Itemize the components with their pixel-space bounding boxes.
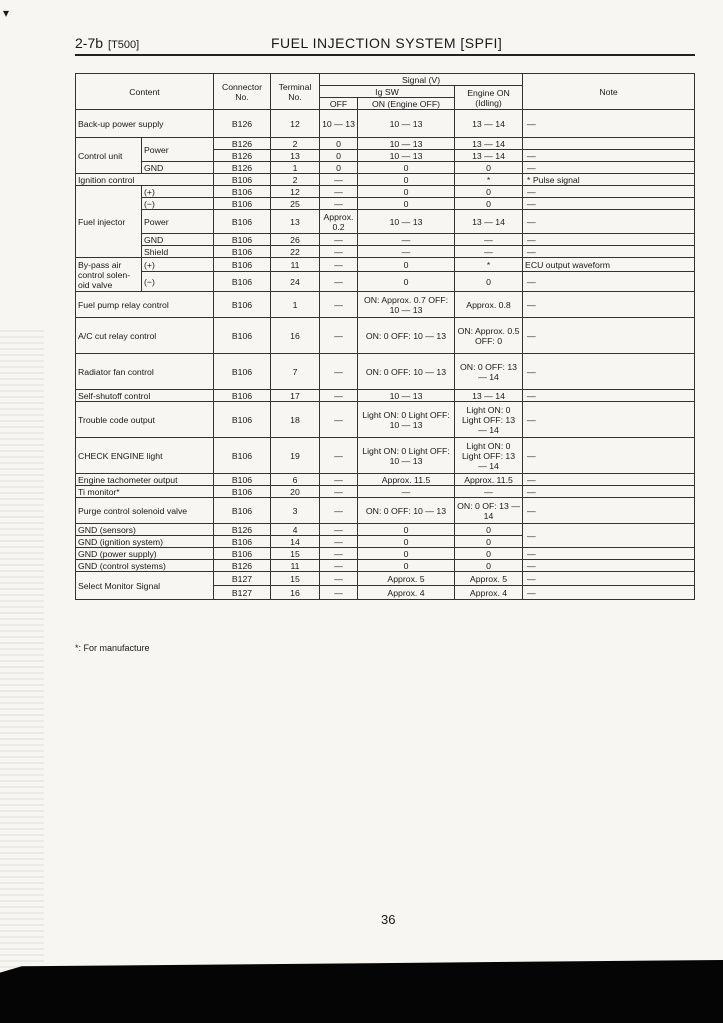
signal-table xyxy=(75,73,695,600)
terminal-cell: 13 xyxy=(271,210,320,234)
off-cell: — xyxy=(320,318,358,354)
connector-cell: B106 xyxy=(214,246,271,258)
content-cell: Fuel pump relay control xyxy=(76,292,214,318)
connector-cell: B106 xyxy=(214,174,271,186)
off-cell: — xyxy=(320,198,358,210)
content-group-cell: By-pass air control solen-oid valve xyxy=(76,258,142,292)
terminal-cell: 13 xyxy=(271,150,320,162)
header-ig-sw: Ig SW xyxy=(320,86,455,98)
corner-mark: ▾ xyxy=(3,6,10,20)
connector-cell: B126 xyxy=(214,150,271,162)
connector-cell: B126 xyxy=(214,138,271,150)
on-cell: 0 xyxy=(358,548,455,560)
note-cell: — xyxy=(523,234,695,246)
content-cell: Select Monitor Signal xyxy=(76,572,214,600)
engine-on-cell: — xyxy=(455,246,523,258)
engine-on-cell: 0 xyxy=(455,162,523,174)
scan-edge-shadow xyxy=(0,960,723,1023)
on-cell: — xyxy=(358,486,455,498)
header-on-engine-off: ON (Engine OFF) xyxy=(358,98,455,110)
off-cell: — xyxy=(320,438,358,474)
terminal-cell: 19 xyxy=(271,438,320,474)
content-cell: Engine tachometer output xyxy=(76,474,214,486)
note-cell: — xyxy=(523,498,695,524)
content-item-cell: Shield xyxy=(142,246,214,258)
connector-cell: B106 xyxy=(214,272,271,292)
note-cell: — xyxy=(523,586,695,600)
connector-cell: B106 xyxy=(214,292,271,318)
content-cell: Ignition control xyxy=(76,174,214,186)
content-cell: Self-shutoff control xyxy=(76,390,214,402)
table-row xyxy=(76,486,695,498)
off-cell: — xyxy=(320,258,358,272)
content-group-cell: Control unit xyxy=(76,138,142,174)
engine-on-cell: Approx. 11.5 xyxy=(455,474,523,486)
connector-cell: B106 xyxy=(214,186,271,198)
note-cell: — xyxy=(523,162,695,174)
connector-cell: B106 xyxy=(214,198,271,210)
off-cell: — xyxy=(320,548,358,560)
terminal-cell: 1 xyxy=(271,162,320,174)
header-row-1 xyxy=(76,74,695,86)
engine-on-cell: Approx. 4 xyxy=(455,586,523,600)
connector-cell: B106 xyxy=(214,318,271,354)
on-cell: — xyxy=(358,246,455,258)
terminal-cell: 22 xyxy=(271,246,320,258)
terminal-cell: 1 xyxy=(271,292,320,318)
note-cell: ECU output waveform xyxy=(523,258,695,272)
content-cell: GND (power supply) xyxy=(76,548,214,560)
engine-on-cell: 13 — 14 xyxy=(455,210,523,234)
header-off: OFF xyxy=(320,98,358,110)
terminal-cell: 15 xyxy=(271,548,320,560)
terminal-cell: 2 xyxy=(271,138,320,150)
content-item-cell: Power xyxy=(142,210,214,234)
table-row xyxy=(76,390,695,402)
engine-on-cell: 0 xyxy=(455,524,523,536)
page-header xyxy=(75,35,695,55)
header-content: Content xyxy=(76,74,214,110)
on-cell: Approx. 4 xyxy=(358,586,455,600)
off-cell: — xyxy=(320,572,358,586)
table-row xyxy=(76,174,695,186)
terminal-cell: 14 xyxy=(271,536,320,548)
content-cell: Trouble code output xyxy=(76,402,214,438)
engine-on-cell: — xyxy=(455,234,523,246)
table-row xyxy=(76,572,695,586)
on-cell: 0 xyxy=(358,536,455,548)
table-row xyxy=(76,292,695,318)
off-cell: — xyxy=(320,390,358,402)
connector-cell: B106 xyxy=(214,354,271,390)
note-cell: — xyxy=(523,438,695,474)
engine-on-cell: 0 xyxy=(455,272,523,292)
on-cell: 0 xyxy=(358,186,455,198)
connector-cell: B106 xyxy=(214,390,271,402)
off-cell: — xyxy=(320,292,358,318)
engine-on-cell: Approx. 0.8 xyxy=(455,292,523,318)
connector-cell: B106 xyxy=(214,210,271,234)
table-row xyxy=(76,272,695,292)
section-number: 2-7b xyxy=(75,35,104,51)
table-row xyxy=(76,560,695,572)
on-cell: ON: 0 OFF: 10 — 13 xyxy=(358,498,455,524)
content-group-cell: Fuel injector xyxy=(76,186,142,258)
note-cell xyxy=(523,138,695,150)
on-cell: 10 — 13 xyxy=(358,110,455,138)
off-cell: — xyxy=(320,354,358,390)
terminal-cell: 12 xyxy=(271,186,320,198)
note-cell: — xyxy=(523,272,695,292)
on-cell: 0 xyxy=(358,174,455,186)
engine-on-cell: 13 — 14 xyxy=(455,110,523,138)
note-cell: — xyxy=(523,210,695,234)
on-cell: 0 xyxy=(358,162,455,174)
content-item-cell: Power xyxy=(142,138,214,162)
engine-on-cell: * xyxy=(455,258,523,272)
terminal-cell: 26 xyxy=(271,234,320,246)
table-row xyxy=(76,186,695,198)
off-cell: — xyxy=(320,186,358,198)
off-cell: 0 xyxy=(320,162,358,174)
content-cell: A/C cut relay control xyxy=(76,318,214,354)
content-item-cell: (−) xyxy=(142,198,214,210)
engine-on-cell: 13 — 14 xyxy=(455,150,523,162)
connector-cell: B126 xyxy=(214,110,271,138)
engine-on-cell: Light ON: 0 Light OFF: 13 — 14 xyxy=(455,438,523,474)
note-cell: — xyxy=(523,354,695,390)
terminal-cell: 4 xyxy=(271,524,320,536)
on-cell: ON: 0 OFF: 10 — 13 xyxy=(358,318,455,354)
engine-on-cell: 0 xyxy=(455,560,523,572)
note-cell: — xyxy=(523,318,695,354)
header-note: Note xyxy=(523,74,695,110)
connector-cell: B106 xyxy=(214,486,271,498)
terminal-cell: 11 xyxy=(271,258,320,272)
off-cell: — xyxy=(320,402,358,438)
table-row xyxy=(76,318,695,354)
on-cell: 0 xyxy=(358,198,455,210)
on-cell: Light ON: 0 Light OFF: 10 — 13 xyxy=(358,438,455,474)
off-cell: 0 xyxy=(320,138,358,150)
footnote: *: For manufacture xyxy=(75,643,150,653)
on-cell: Approx. 5 xyxy=(358,572,455,586)
table-row xyxy=(76,138,695,150)
engine-on-cell: ON: Approx. 0.5 OFF: 0 xyxy=(455,318,523,354)
connector-cell: B106 xyxy=(214,438,271,474)
content-cell: Back-up power supply xyxy=(76,110,214,138)
header-signal: Signal (V) xyxy=(320,74,523,86)
table-row xyxy=(76,162,695,174)
terminal-cell: 6 xyxy=(271,474,320,486)
off-cell: — xyxy=(320,474,358,486)
connector-cell: B126 xyxy=(214,560,271,572)
off-cell: — xyxy=(320,536,358,548)
table-row xyxy=(76,474,695,486)
off-cell: — xyxy=(320,174,358,186)
note-cell: — xyxy=(523,110,695,138)
table-row xyxy=(76,258,695,272)
engine-on-cell: ON: 0 OFF: 13 — 14 xyxy=(455,354,523,390)
off-cell: — xyxy=(320,234,358,246)
on-cell: Approx. 11.5 xyxy=(358,474,455,486)
header-terminal: Terminal No. xyxy=(271,74,320,110)
terminal-cell: 20 xyxy=(271,486,320,498)
off-cell: — xyxy=(320,524,358,536)
note-cell: — xyxy=(523,292,695,318)
content-cell: Ti monitor* xyxy=(76,486,214,498)
connector-cell: B106 xyxy=(214,474,271,486)
off-cell: — xyxy=(320,560,358,572)
header-engine-on: Engine ON (Idling) xyxy=(455,86,523,110)
note-cell: — xyxy=(523,524,695,548)
connector-cell: B106 xyxy=(214,536,271,548)
header-rule xyxy=(75,54,695,56)
on-cell: 10 — 13 xyxy=(358,390,455,402)
note-cell: — xyxy=(523,198,695,210)
table-row xyxy=(76,438,695,474)
terminal-cell: 17 xyxy=(271,390,320,402)
on-cell: — xyxy=(358,234,455,246)
page-title: FUEL INJECTION SYSTEM [SPFI] xyxy=(271,35,503,51)
on-cell: ON: 0 OFF: 10 — 13 xyxy=(358,354,455,390)
engine-on-cell: 0 xyxy=(455,548,523,560)
section-label xyxy=(75,35,139,51)
content-cell: Purge control solenoid valve xyxy=(76,498,214,524)
engine-on-cell: Light ON: 0 Light OFF: 13 — 14 xyxy=(455,402,523,438)
content-item-cell: GND xyxy=(142,162,214,174)
terminal-cell: 15 xyxy=(271,572,320,586)
terminal-cell: 2 xyxy=(271,174,320,186)
engine-on-cell: ON: 0 OF: 13 — 14 xyxy=(455,498,523,524)
table-row xyxy=(76,246,695,258)
table-row xyxy=(76,548,695,560)
connector-cell: B126 xyxy=(214,162,271,174)
page-number: 36 xyxy=(381,912,396,927)
on-cell: ON: Approx. 0.7 OFF: 10 — 13 xyxy=(358,292,455,318)
content-cell: GND (control systems) xyxy=(76,560,214,572)
terminal-cell: 7 xyxy=(271,354,320,390)
note-cell: — xyxy=(523,572,695,586)
terminal-cell: 16 xyxy=(271,586,320,600)
note-cell: — xyxy=(523,548,695,560)
content-cell: CHECK ENGINE light xyxy=(76,438,214,474)
on-cell: Light ON: 0 Light OFF: 10 — 13 xyxy=(358,402,455,438)
content-cell: Radiator fan control xyxy=(76,354,214,390)
terminal-cell: 18 xyxy=(271,402,320,438)
off-cell: — xyxy=(320,486,358,498)
off-cell: — xyxy=(320,272,358,292)
terminal-cell: 25 xyxy=(271,198,320,210)
note-cell: — xyxy=(523,402,695,438)
table-row xyxy=(76,354,695,390)
note-cell: — xyxy=(523,150,695,162)
engine-on-cell: 0 xyxy=(455,198,523,210)
terminal-cell: 24 xyxy=(271,272,320,292)
note-cell: — xyxy=(523,246,695,258)
connector-cell: B106 xyxy=(214,402,271,438)
on-cell: 0 xyxy=(358,560,455,572)
off-cell: — xyxy=(320,586,358,600)
binding-shadow xyxy=(0,330,44,970)
header-connector: Connector No. xyxy=(214,74,271,110)
engine-on-cell: 13 — 14 xyxy=(455,390,523,402)
on-cell: 0 xyxy=(358,524,455,536)
engine-on-cell: 13 — 14 xyxy=(455,138,523,150)
off-cell: 0 xyxy=(320,150,358,162)
connector-cell: B106 xyxy=(214,548,271,560)
model-code: [T500] xyxy=(108,39,140,51)
on-cell: 10 — 13 xyxy=(358,210,455,234)
table-row xyxy=(76,210,695,234)
connector-cell: B106 xyxy=(214,498,271,524)
content-item-cell: (+) xyxy=(142,258,214,272)
engine-on-cell: 0 xyxy=(455,536,523,548)
connector-cell: B126 xyxy=(214,524,271,536)
on-cell: 0 xyxy=(358,258,455,272)
content-item-cell: (−) xyxy=(142,272,214,292)
connector-cell: B127 xyxy=(214,572,271,586)
terminal-cell: 12 xyxy=(271,110,320,138)
terminal-cell: 11 xyxy=(271,560,320,572)
content-item-cell: (+) xyxy=(142,186,214,198)
table-row xyxy=(76,110,695,138)
connector-cell: B106 xyxy=(214,234,271,246)
note-cell: — xyxy=(523,186,695,198)
note-cell: — xyxy=(523,486,695,498)
note-cell: * Pulse signal xyxy=(523,174,695,186)
table-row xyxy=(76,402,695,438)
content-item-cell: GND xyxy=(142,234,214,246)
engine-on-cell: Approx. 5 xyxy=(455,572,523,586)
note-cell: — xyxy=(523,560,695,572)
off-cell: 10 — 13 xyxy=(320,110,358,138)
connector-cell: B127 xyxy=(214,586,271,600)
engine-on-cell: 0 xyxy=(455,186,523,198)
table-row xyxy=(76,234,695,246)
table-row xyxy=(76,198,695,210)
on-cell: 10 — 13 xyxy=(358,150,455,162)
engine-on-cell: — xyxy=(455,486,523,498)
off-cell: Approx. 0.2 xyxy=(320,210,358,234)
table-row xyxy=(76,524,695,536)
note-cell: — xyxy=(523,390,695,402)
table-row xyxy=(76,498,695,524)
off-cell: — xyxy=(320,498,358,524)
content-cell: GND (ignition system) xyxy=(76,536,214,548)
connector-cell: B106 xyxy=(214,258,271,272)
note-cell: — xyxy=(523,474,695,486)
terminal-cell: 3 xyxy=(271,498,320,524)
content-cell: GND (sensors) xyxy=(76,524,214,536)
on-cell: 10 — 13 xyxy=(358,138,455,150)
on-cell: 0 xyxy=(358,272,455,292)
terminal-cell: 16 xyxy=(271,318,320,354)
off-cell: — xyxy=(320,246,358,258)
engine-on-cell: * xyxy=(455,174,523,186)
